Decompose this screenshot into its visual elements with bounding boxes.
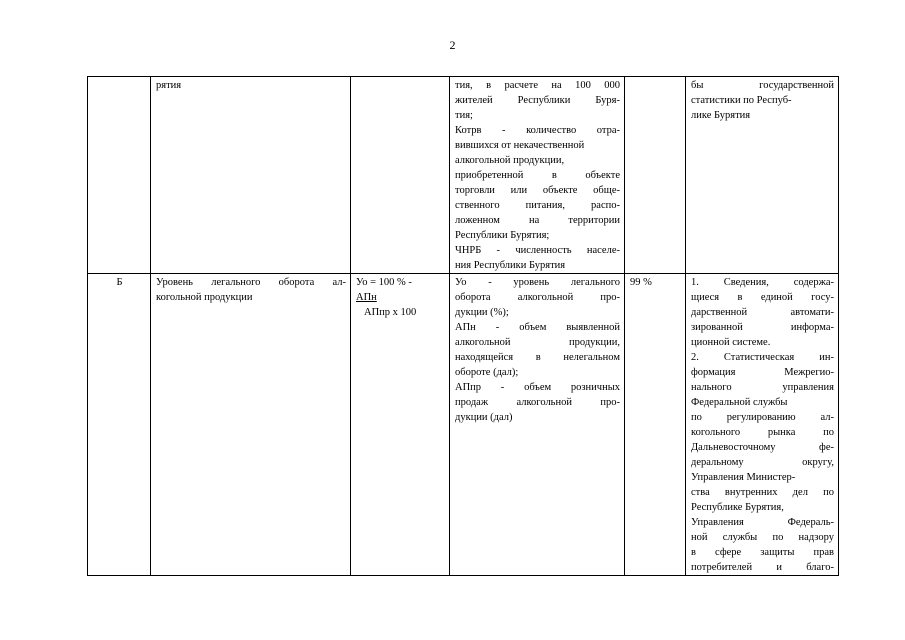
row2-target-cell <box>625 274 686 576</box>
indicator-name-line: когольной продукции <box>156 292 253 303</box>
source-line: щиеся в единой госу- <box>691 292 834 303</box>
row1-source-cell <box>686 77 839 274</box>
definition-line: дукции (%); <box>455 307 509 318</box>
row1-number-cell <box>88 77 151 274</box>
source-line: дарственной автомати- <box>691 307 834 318</box>
source-line: ства внутренних дел по <box>691 487 834 498</box>
definition-line: жителей Республики Буря- <box>455 95 620 106</box>
source-line: потребителей и благо- <box>691 562 834 573</box>
definition-line: тия; <box>455 110 473 121</box>
definition-line: оборота алкогольной про- <box>455 292 620 303</box>
table-row <box>88 274 839 576</box>
definition-line: продаж алкогольной про- <box>455 397 620 408</box>
row2-source-cell <box>686 274 839 576</box>
indicator-name-line: Уровень легального оборота ал- <box>156 277 346 288</box>
definition-line: ЧНРБ - численность населе- <box>455 245 620 256</box>
row1-name-text: рятия <box>156 80 182 91</box>
definition-line: торговли или объекте обще- <box>455 185 620 196</box>
row1-formula-cell <box>351 77 450 274</box>
definition-line: ложенном на территории <box>455 215 620 226</box>
source-line: в сфере защиты прав <box>691 547 834 558</box>
source-line: деральному округу, <box>691 457 834 468</box>
source-line: 1. Сведения, содержа- <box>691 277 834 288</box>
definition-line: дукции (дал) <box>455 412 513 423</box>
definition-line: обороте (дал); <box>455 367 519 378</box>
definition-line: ния Республики Бурятия <box>455 260 566 271</box>
source-line: ционной системе. <box>691 337 771 348</box>
source-line: Управления Федераль- <box>691 517 834 528</box>
source-line: по регулированию ал- <box>691 412 834 423</box>
definition-line: приобретенной в объекте <box>455 170 620 181</box>
source-line: лике Бурятия <box>691 110 751 121</box>
source-line: когольного рынка по <box>691 427 834 438</box>
definition-line: Котрв - количество отра- <box>455 125 620 136</box>
row2-number-cell <box>88 274 151 576</box>
source-line: Управления Министер- <box>691 472 796 483</box>
formula-line: Уо = 100 % - <box>356 277 412 288</box>
target-value: 99 % <box>630 277 652 288</box>
definition-line: находящейся в нелегальном <box>455 352 620 363</box>
row1-definition-cell <box>450 77 625 274</box>
source-line: Республике Бурятия, <box>691 502 784 513</box>
definition-line: АПпр - объем розничных <box>455 382 620 393</box>
source-line: формация Межрегио- <box>691 367 834 378</box>
source-line: нального управления <box>691 382 834 393</box>
definition-line: алкогольной продукции, <box>455 337 620 348</box>
definition-line: вившихся от некачественной <box>455 140 585 151</box>
source-line: ной службы по надзору <box>691 532 834 543</box>
row1-target-cell <box>625 77 686 274</box>
indicator-table <box>87 76 839 576</box>
definition-line: АПн - объем выявленной <box>455 322 620 333</box>
source-line: зированной информа- <box>691 322 834 333</box>
row2-name-cell <box>151 274 351 576</box>
definition-line: Уо - уровень легального <box>455 277 620 288</box>
source-line: статистики по Респуб- <box>691 95 792 106</box>
definition-line: ственного питания, распо- <box>455 200 620 211</box>
definition-line: алкогольной продукции, <box>455 155 565 166</box>
definition-line: Республики Бурятия; <box>455 230 550 241</box>
source-line: Дальневосточному фе- <box>691 442 834 453</box>
source-line: 2. Статистическая ин- <box>691 352 834 363</box>
row2-number: Б <box>116 277 123 288</box>
formula-numerator: АПн <box>356 292 377 303</box>
row2-formula-cell <box>351 274 450 576</box>
page-number: 2 <box>449 38 456 52</box>
source-line: бы государственной <box>691 80 834 91</box>
source-line: Федеральной службы <box>691 397 788 408</box>
formula-denominator: АПпр х 100 <box>364 307 417 318</box>
table-row <box>88 77 839 274</box>
definition-line: тия, в расчете на 100 000 <box>455 80 620 91</box>
row1-name-cell <box>151 77 351 274</box>
row2-definition-cell <box>450 274 625 576</box>
